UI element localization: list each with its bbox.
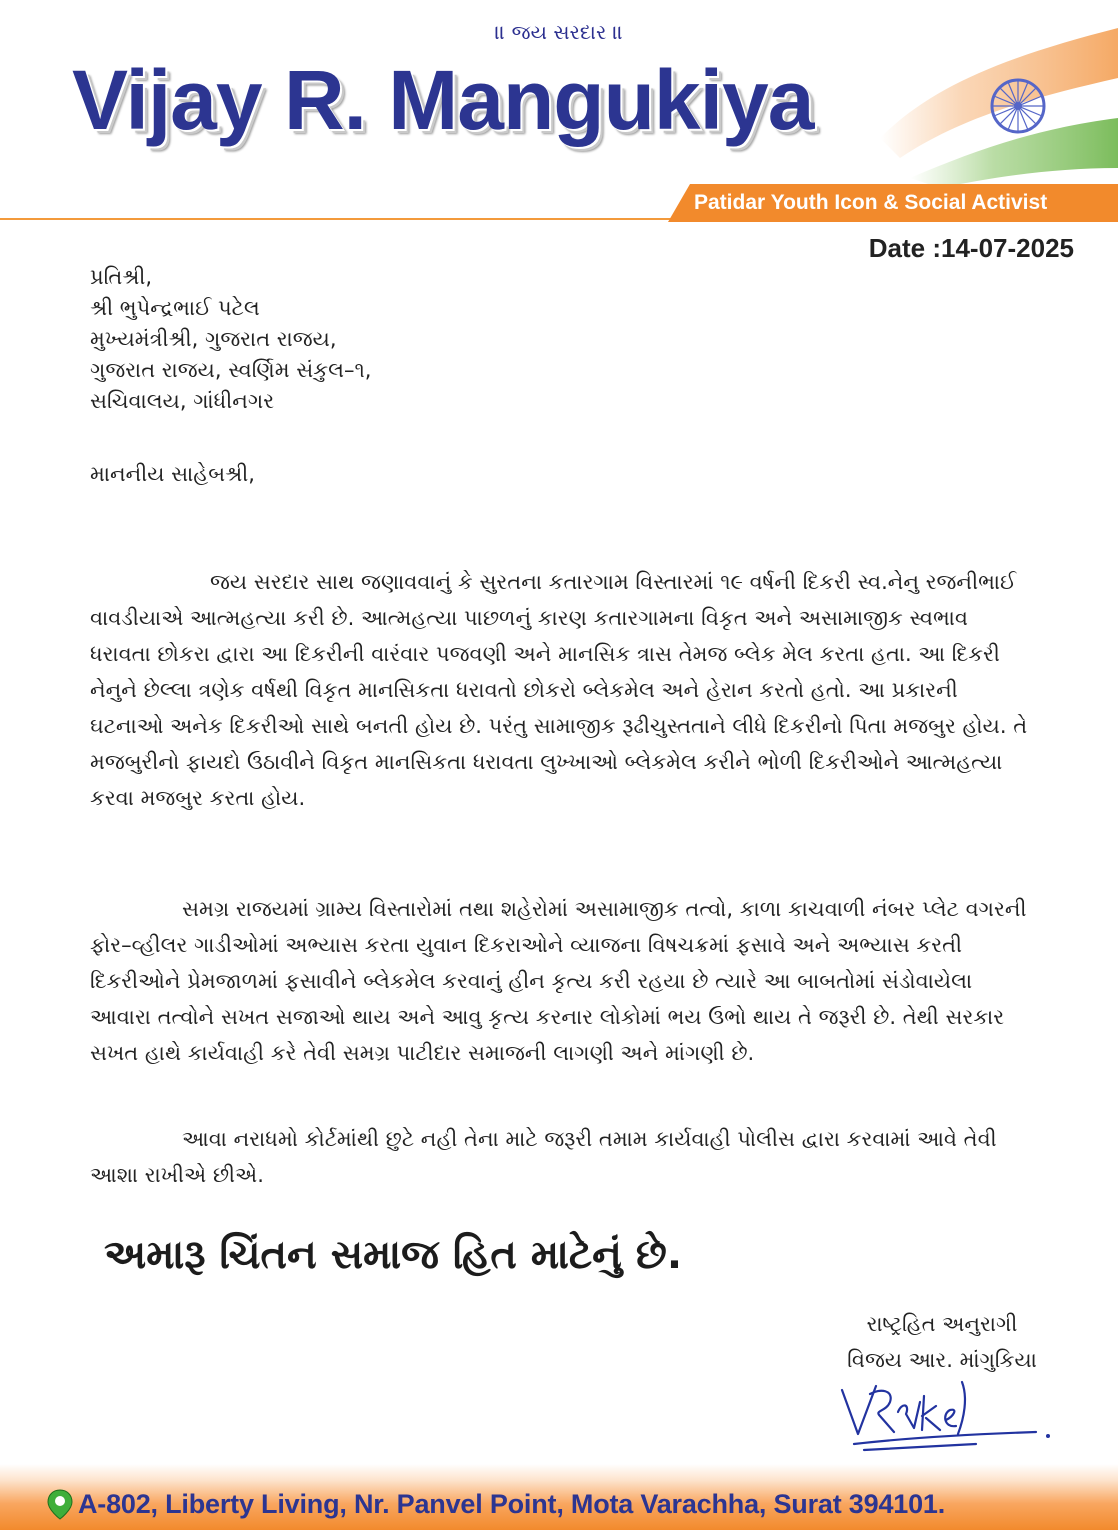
letter-date: Date :14-07-2025: [868, 233, 1074, 263]
signature: [836, 1372, 1056, 1456]
signoff-title: રાષ્ટ્રહિત અનુરાગી: [866, 1312, 1018, 1336]
body-paragraph-1: [90, 564, 1030, 816]
signoff-block: [812, 1306, 1072, 1378]
recipient-address: [90, 262, 371, 417]
body-paragraph-3: [90, 1121, 1030, 1193]
paragraph-text: જય સરદાર સાથ જણાવવાનું કે સુરતના કતારગામ વિસ્તારમાં ૧૯ વર્ષની દિકરી સ્વ.નેનુ રજનીભાઈ વાવડીયાએ આત્મહત્યા કરી છે. આત્મહત્યા પાછળનું કારણ કતારગામના વિકૃત અને અસામાજીક સ્વભાવ ધરાવતા છોકરા દ્વારા આ દિકરીની વારંવાર પજવણી અને માનસિક ત્રાસ તેમજ બ્લેક મેલ કરતા હતા. આ દિકરી નેનુને છેલ્લા ત્રણેક વર્ષથી વિકૃત માનસિકતા ધરાવતો છોકરો બ્લેકમેલ અને હેરાન કરતો હતો. આ પ્રકારની ઘટનાઓ અનેક દિકરીઓ સાથે બનતી હોય છે. પરંતુ સામાજીક રૂઢીચુસ્તતાને લીધે દિકરીનો પિતા મજબુર હોય. તે મજબુરીનો ફાયદો ઉઠાવીને વિકૃત માનસિકતા ધરાવતા લુખ્ખાઓ બ્લેકમેલ કરીને ભોળી દિકરીઓને આત્મહત્યા કરવા મજબુર કરતા હોય.: [90, 570, 1028, 810]
tricolor-flag-art: [840, 18, 1118, 188]
address-line: શ્રી ભુપેન્દ્રભાઈ પટેલ: [90, 296, 260, 320]
salutation: માનનીય સાહેબશ્રી,: [90, 462, 255, 486]
paragraph-text: આવા નરાધમો કોર્ટમાંથી છુટે નહી તેના માટે જરૂરી તમામ કાર્યવાહી પોલીસ દ્વારા કરવામાં આવે તેવી આશા રાખીએ છીએ.: [90, 1127, 997, 1187]
footer-address-row: [46, 1484, 945, 1524]
paragraph-text: સમગ્ર રાજયમાં ગ્રામ્ય વિસ્તારોમાં તથા શહેરોમાં અસામાજીક તત્વો, કાળા કાચવાળી નંબર પ્લેટ વગરની ફોર–વ્હીલર ગાડીઓમાં અભ્યાસ કરતા યુવાન દિકરાઓને વ્યાજના વિષચક્રમાં ફસાવે અને અભ્યાસ કરતી દિકરીઓને પ્રેમજાળમાં ફસાવીને બ્લેકમેલ કરવાનું હીન કૃત્ય કરી રહયા છે ત્યારે આ બાબતોમાં સંડોવાયેલા આવારા તત્વોને સખત સજાઓ થાય અને આવુ કૃત્ય કરનાર લોકોમાં ભય ઉભો થાય તે જરૂરી છે. તેથી સરકાર સખત હાથે કાર્યવાહી કરે તેવી સમગ્ર પાટીદાર સમાજની લાગણી અને માંગણી છે.: [90, 897, 1027, 1065]
letterhead-name: Vijay R. Mangukiya: [72, 53, 814, 147]
body-paragraph-2: [90, 891, 1030, 1071]
motto-line: અમારૂ ચિંતન સમાજ હિત માટેનું છે.: [104, 1232, 683, 1278]
signoff-name: વિજય આર. માંગુકિયા: [847, 1348, 1037, 1372]
address-line: પ્રતિશ્રી,: [90, 265, 153, 289]
header-divider: [0, 218, 680, 220]
address-line: સચિવાલય, ગાંધીનગર: [90, 389, 275, 413]
address-line: મુખ્યમંત્રીશ્રી, ગુજરાત રાજય,: [90, 327, 337, 351]
slogan-jay-sardar: ॥ જય સરદાર ॥: [494, 20, 624, 44]
location-pin-icon: [46, 1488, 74, 1520]
ashoka-chakra-icon: [992, 80, 1044, 132]
address-line: ગુજરાત રાજય, સ્વર્ણિમ સંકુલ–૧,: [90, 358, 372, 382]
tagline-text: Patidar Youth Icon & Social Activist: [694, 191, 1048, 214]
footer-address: A-802, Liberty Living, Nr. Panvel Point, Mota Varachha, Surat 394101.: [78, 1488, 946, 1519]
